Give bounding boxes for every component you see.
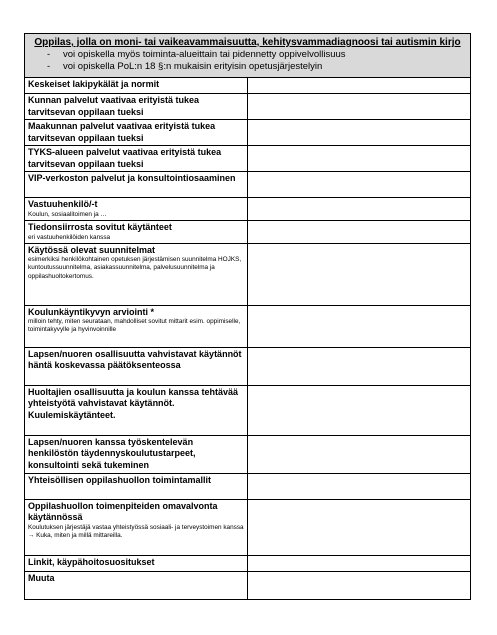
table-row xyxy=(25,146,471,172)
table-row xyxy=(25,499,471,555)
row-label-cell xyxy=(25,243,248,305)
row-label: Maakunnan palvelut vaativaa erityistä tukea tarvitsevan oppilaan tueksi xyxy=(28,121,216,143)
table-row xyxy=(25,243,471,305)
row-value-cell[interactable] xyxy=(248,499,471,555)
table-row xyxy=(25,198,471,221)
row-label: Yhteisöllisen oppilashuollon toimintamallit xyxy=(28,474,212,485)
row-value-cell[interactable] xyxy=(248,221,471,244)
row-label: Koulunkäyntikyvyn arviointi * xyxy=(28,306,155,317)
table-row xyxy=(25,473,471,499)
row-label-cell xyxy=(25,120,248,146)
row-label: Lapsen/nuoren osallisuutta vahvistavat käytännöt häntä koskevassa päätöksenteossa xyxy=(28,348,242,371)
row-label: Linkit, käypähoitosuositukset xyxy=(28,556,155,567)
row-sublabel: esimerkiksi henkilökohtainen opetuksen järjestämisen suunnitelma HOJKS, kuntoutussuunnitelma, asiakassuunnitelma, palvelusuunnitelma ja oppilashuoltokertomus. xyxy=(28,256,242,280)
row-value-cell[interactable] xyxy=(248,94,471,120)
row-value-cell[interactable] xyxy=(248,385,471,435)
table-row xyxy=(25,347,471,385)
row-label: Keskeiset lakipykälät ja normit xyxy=(28,79,160,89)
table-row xyxy=(25,555,471,571)
table-row xyxy=(25,221,471,244)
table-row xyxy=(25,435,471,473)
table-row xyxy=(25,385,471,435)
header-row xyxy=(25,34,471,78)
row-label-cell xyxy=(25,473,248,499)
row-value-cell[interactable] xyxy=(248,305,471,347)
row-label-cell xyxy=(25,555,248,571)
row-value-cell[interactable] xyxy=(248,555,471,571)
row-label: Lapsen/nuoren kanssa työskentelevän henkilöstön täydennyskoulutustarpeet, konsultointi sekä tukeminen xyxy=(28,436,196,470)
row-value-cell[interactable] xyxy=(248,198,471,221)
row-label: Vastuuhenkilö/-t xyxy=(28,199,98,209)
row-label: Käytössä olevat suunnitelmat xyxy=(28,244,156,255)
row-sublabel: Koulun, sosiaalitoimen ja … xyxy=(28,210,107,218)
row-label-cell xyxy=(25,146,248,172)
document-sheet xyxy=(24,33,471,600)
row-label: Muuta xyxy=(28,572,55,583)
row-label-cell xyxy=(25,499,248,555)
row-value-cell[interactable] xyxy=(248,347,471,385)
table-row xyxy=(25,305,471,347)
table-row xyxy=(25,571,471,599)
header-bullet: - voi opiskella myös toiminta-alueittain tai pidennetty oppivelvollisuus xyxy=(47,49,346,60)
row-label-cell xyxy=(25,571,248,599)
table-row xyxy=(25,94,471,120)
planning-table xyxy=(24,33,471,600)
row-label-cell xyxy=(25,198,248,221)
row-sublabel: eri vastuuhenkilöiden kanssa xyxy=(28,233,111,241)
row-label-cell xyxy=(25,385,248,435)
row-sublabel: milloin tehty, miten seurataan, mahdolliset sovitut mittarit esim. oppimiselle, toimintakyvylle ja hyvinvoinnille xyxy=(28,318,241,334)
row-value-cell[interactable] xyxy=(248,473,471,499)
row-label: Kunnan palvelut vaativaa erityistä tukea tarvitsevan oppilaan tueksi xyxy=(28,95,200,117)
row-value-cell[interactable] xyxy=(248,172,471,198)
row-sublabel: Koulutuksen järjestäjä vastaa yhteistyössä sosiaali- ja terveystoimen kanssa → Kuka, miten ja millä mittareilla. xyxy=(28,523,244,539)
table-row xyxy=(25,172,471,198)
table-row xyxy=(25,120,471,146)
row-label-cell xyxy=(25,221,248,244)
row-label-cell xyxy=(25,305,248,347)
row-label-cell xyxy=(25,78,248,94)
row-label-cell xyxy=(25,94,248,120)
row-label: Huoltajien osallisuutta ja koulun kanssa tehtävää yhteistyötä vahvistavat käytännöt. Kuulemiskäytänteet. xyxy=(28,386,239,420)
row-label-cell xyxy=(25,172,248,198)
row-label-cell xyxy=(25,435,248,473)
row-value-cell[interactable] xyxy=(248,243,471,305)
row-value-cell[interactable] xyxy=(248,435,471,473)
row-label: Tiedonsiirrosta sovitut käytänteet xyxy=(28,222,172,232)
header-cell xyxy=(25,34,471,78)
row-label: Oppilashuollon toimenpiteiden omavalvonta käytännössä xyxy=(28,500,218,523)
row-value-cell[interactable] xyxy=(248,78,471,94)
row-label-cell xyxy=(25,347,248,385)
table-row xyxy=(25,78,471,94)
row-value-cell[interactable] xyxy=(248,120,471,146)
row-value-cell[interactable] xyxy=(248,146,471,172)
row-label: VIP-verkoston palvelut ja konsultointiosaaminen xyxy=(28,173,236,183)
header-title: Oppilas, jolla on moni- tai vaikeavammaisuutta, kehitysvammadiagnoosi tai autismin kirjo xyxy=(34,37,461,48)
row-value-cell[interactable] xyxy=(248,571,471,599)
header-bullet: - voi opiskella PoL:n 18 §:n mukaisin erityisin opetusjärjestelyin xyxy=(47,61,323,72)
row-label: TYKS-alueen palvelut vaativaa erityistä tukea tarvitsevan oppilaan tueksi xyxy=(28,147,222,169)
header-bullets xyxy=(29,49,466,73)
